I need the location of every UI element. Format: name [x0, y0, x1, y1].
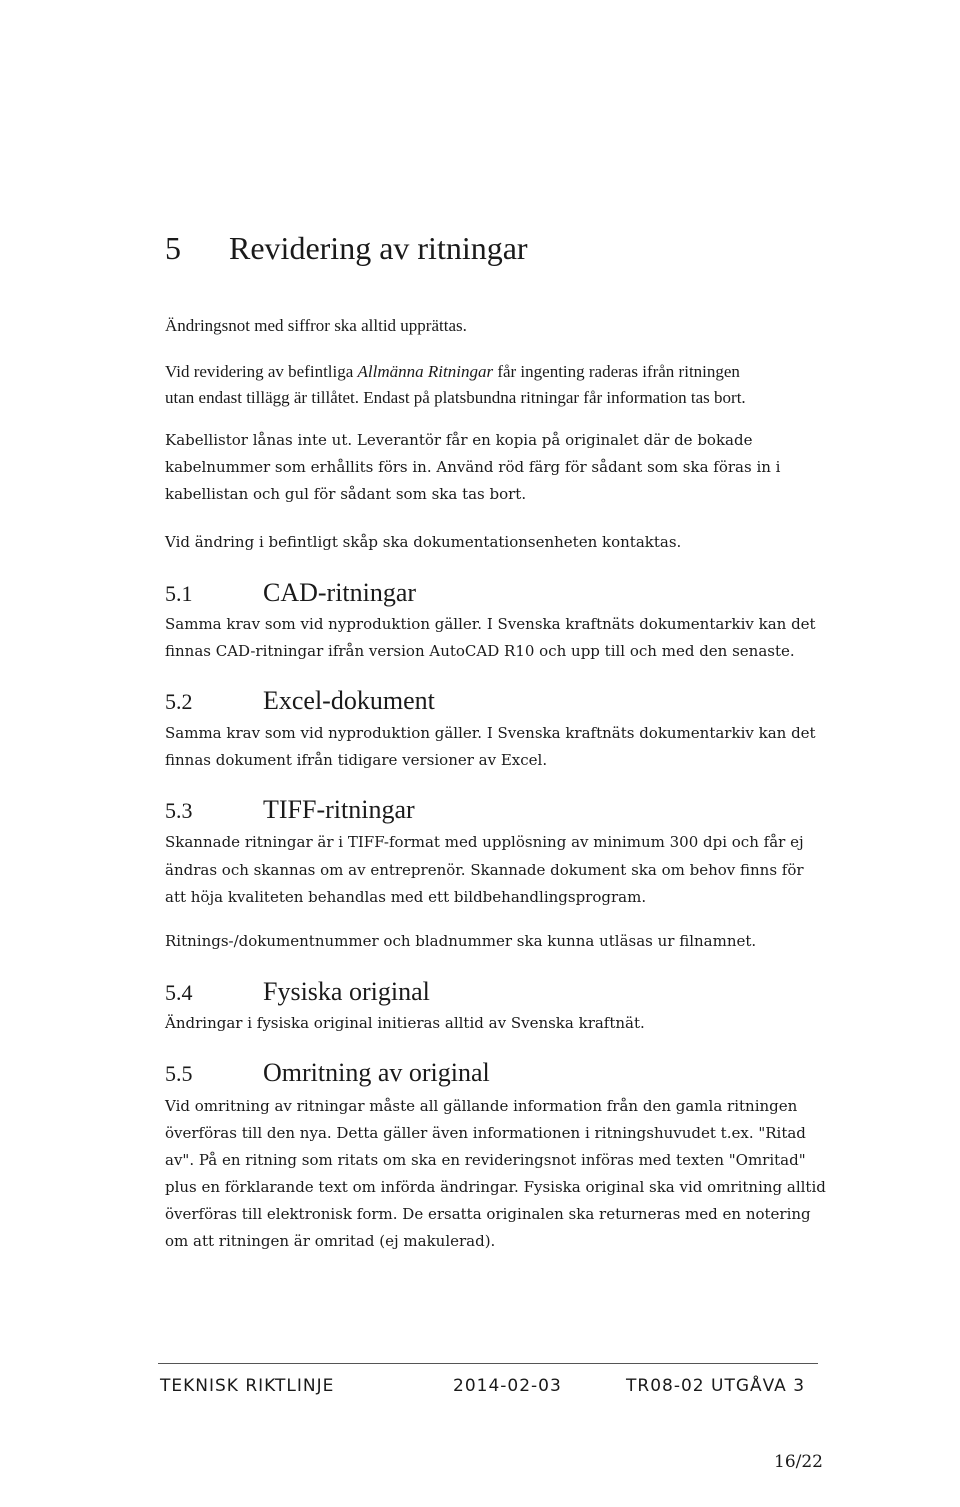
text-line: Vid ändring i befintligt skåp ska dokumentationsenheten kontaktas. — [165, 533, 682, 551]
paragraph-tiff — [165, 829, 815, 912]
paragraph-cable-lists — [165, 427, 815, 508]
text-line: överföras till den nya. Detta gäller även informationen i ritningshuvudet t.ex. "Ritad — [165, 1124, 806, 1142]
section-heading-5-1 — [165, 580, 416, 606]
section-heading-5 — [165, 232, 528, 264]
text-line: Kabellistor lånas inte ut. Leverantör får en kopia på originalet där de bokade — [165, 431, 753, 449]
paragraph-revision-rules — [165, 359, 825, 411]
text-line: finnas CAD-ritningar ifrån version AutoCAD R10 och upp till och med den senaste. — [165, 642, 795, 660]
paragraph-cabinet-change — [165, 529, 815, 556]
section-heading-5-2 — [165, 688, 435, 714]
section-heading-5-4 — [165, 979, 430, 1005]
section-title: CAD-ritningar — [263, 578, 417, 607]
text-line: att höja kvaliteten behandlas med ett bildbehandlingsprogram. — [165, 888, 647, 906]
text-line: Ändringsnot med siffror ska alltid upprättas. — [165, 316, 467, 335]
text-line: Skannade ritningar är i TIFF-format med upplösning av minimum 300 dpi och får ej — [165, 833, 804, 851]
section-heading-5-3 — [165, 797, 415, 823]
footer-date: 2014-02-03 — [453, 1376, 562, 1396]
text-line — [165, 359, 825, 385]
section-title: Revidering av ritningar — [229, 230, 528, 266]
text-line: finnas dokument ifrån tidigare versioner av Excel. — [165, 751, 548, 769]
section-title: Excel-dokument — [263, 686, 435, 715]
paragraph-physical — [165, 1010, 815, 1037]
section-number: 5.4 — [165, 980, 193, 1005]
paragraph-filename — [165, 928, 815, 955]
section-number: 5.3 — [165, 798, 193, 823]
text-line: Ritnings-/dokumentnummer och bladnummer ska kunna utläsas ur filnamnet. — [165, 932, 757, 950]
text-line: av". På en ritning som ritats om ska en revideringsnot införas med texten "Omritad" — [165, 1151, 806, 1169]
text-line: plus en förklarande text om införda ändringar. Fysiska original ska vid omritning alltid — [165, 1178, 826, 1196]
paragraph-cad — [165, 611, 815, 665]
page-number: 16/22 — [774, 1452, 823, 1472]
section-number: 5.5 — [165, 1061, 193, 1086]
section-number: 5 — [165, 230, 181, 266]
section-number: 5.2 — [165, 689, 193, 714]
section-heading-5-5 — [165, 1060, 490, 1086]
text-line: Ändringar i fysiska original initieras alltid av Svenska kraftnät. — [165, 1014, 645, 1032]
text-line: överföras till elektronisk form. De ersatta originalen ska returneras med en notering — [165, 1205, 811, 1223]
text-line: ändras och skannas om av entreprenör. Skannade dokument ska om behov finns för — [165, 860, 804, 879]
text-line: Vid omritning av ritningar måste all gällande information från den gamla ritningen — [165, 1097, 798, 1115]
text-line: kabellistan och gul för sådant som ska tas bort. — [165, 485, 527, 503]
paragraph-redraw — [165, 1093, 826, 1255]
text-line: om att ritningen är omritad (ej makulerad). — [165, 1232, 496, 1250]
footer-divider — [158, 1363, 818, 1364]
paragraph-excel — [165, 720, 815, 774]
paragraph-change-note — [165, 313, 825, 339]
text-fragment: Vid revidering av befintliga — [165, 362, 358, 381]
footer-doc-type: TEKNISK RIKTLINJE — [160, 1376, 335, 1396]
section-title: TIFF-ritningar — [263, 795, 415, 824]
text-fragment: får ingenting raderas ifrån ritningen — [493, 362, 740, 381]
section-number: 5.1 — [165, 581, 193, 606]
section-title: Omritning av original — [263, 1058, 490, 1087]
section-title: Fysiska original — [263, 977, 430, 1006]
text-line: Samma krav som vid nyproduktion gäller. I Svenska kraftnäts dokumentarkiv kan det — [165, 615, 816, 633]
text-line: Samma krav som vid nyproduktion gäller. I Svenska kraftnäts dokumentarkiv kan det — [165, 724, 816, 742]
footer-doc-id: TR08-02 UTGÅVA 3 — [626, 1376, 806, 1396]
emphasis-text: Allmänna Ritningar — [357, 362, 494, 381]
text-line: utan endast tillägg är tillåtet. Endast på platsbundna ritningar får information tas bort. — [165, 388, 746, 407]
text-line: kabelnummer som erhållits förs in. Använd röd färg för sådant som ska föras in i — [165, 458, 781, 476]
